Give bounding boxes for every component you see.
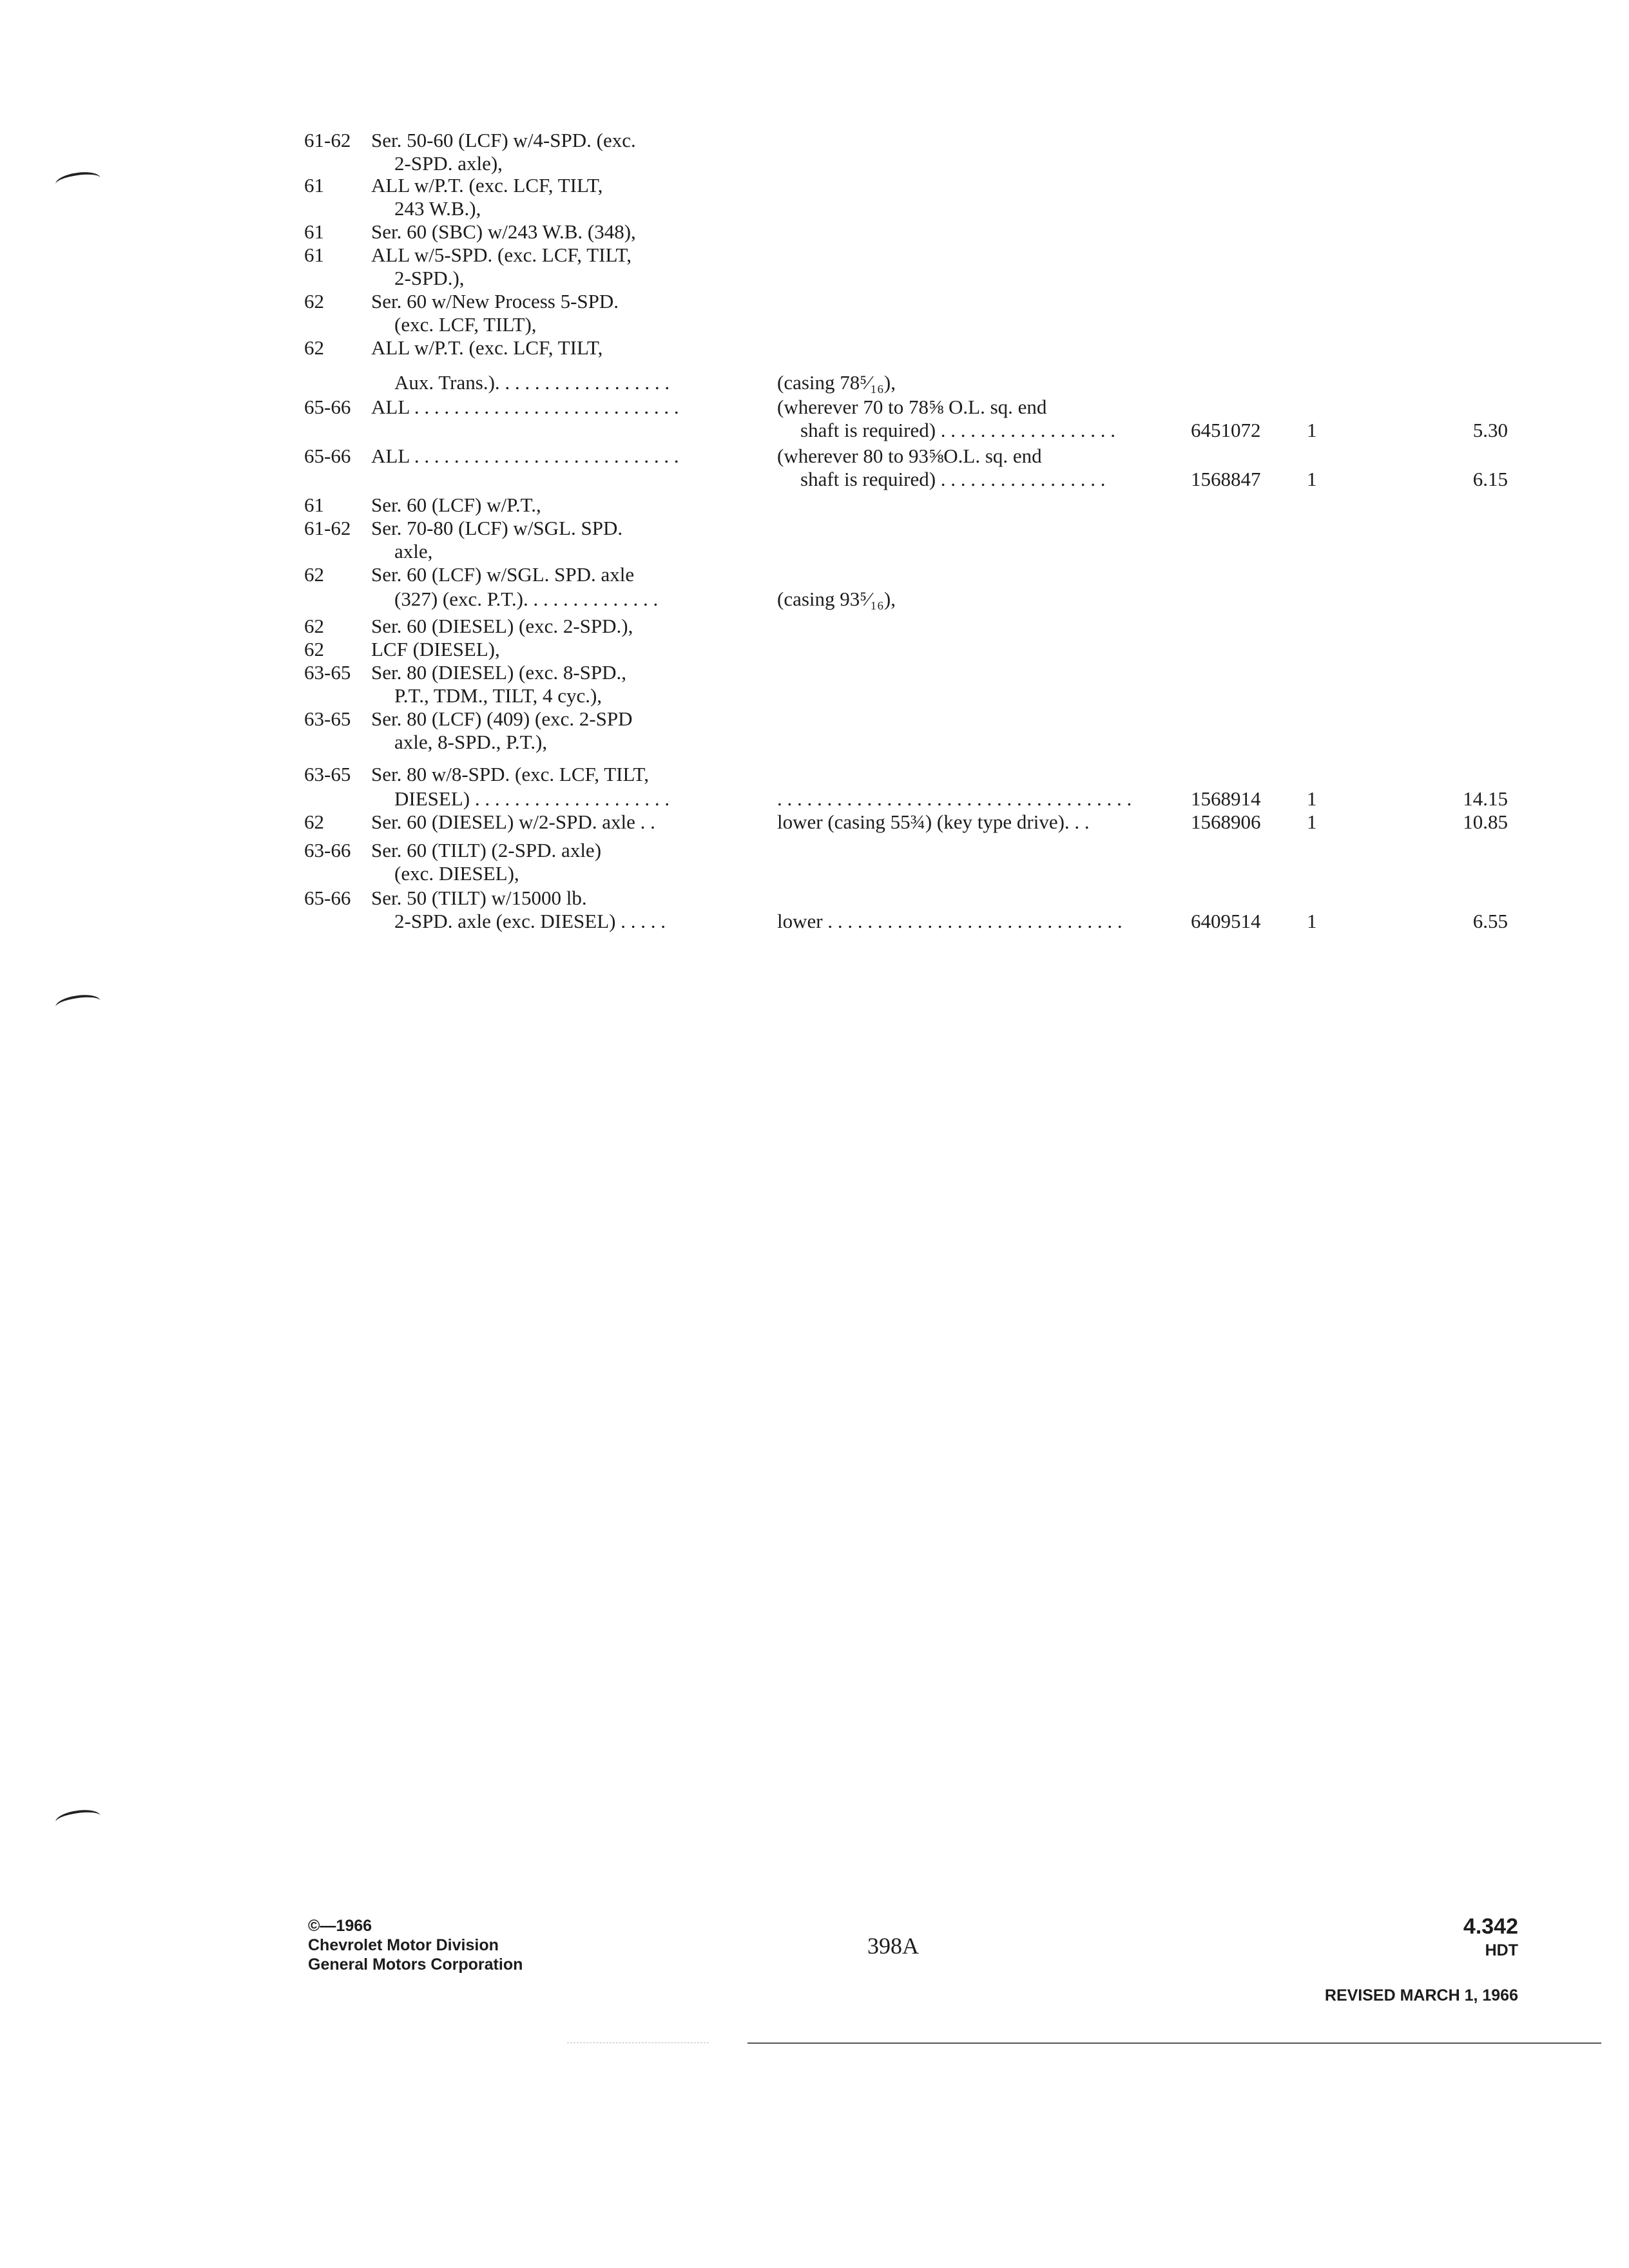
row-desc: P.T., TDM., TILT, 4 cyc.), <box>394 684 602 707</box>
row-qty: 1 <box>1307 419 1317 441</box>
row-year: 65-66 <box>304 887 351 909</box>
row-note: (wherever 70 to 78⅝ O.L. sq. end <box>777 396 1047 418</box>
bottom-rule-faint <box>567 2042 709 2043</box>
row-price: 6.55 <box>1472 910 1508 932</box>
row-desc: Ser. 80 w/8-SPD. (exc. LCF, TILT, <box>371 763 649 785</box>
bottom-rule <box>747 2042 1601 2044</box>
row-note: . . . . . . . . . . . . . . . . . . . . . . . . . . . . . . . . . . . . <box>777 787 1132 810</box>
row-note: shaft is required) . . . . . . . . . . . . . . . . . <box>800 468 1106 490</box>
division-line: Chevrolet Motor Division <box>308 1936 499 1954</box>
row-desc: DIESEL) . . . . . . . . . . . . . . . . . . . . <box>394 787 670 810</box>
row-desc: ALL w/P.T. (exc. LCF, TILT, <box>371 336 603 359</box>
row-year: 65-66 <box>304 445 351 467</box>
row-desc: Ser. 60 (SBC) w/243 W.B. (348), <box>371 220 636 243</box>
row-year: 63-65 <box>304 707 351 730</box>
row-desc: 2-SPD. axle), <box>394 152 503 175</box>
row-desc: Ser. 80 (LCF) (409) (exc. 2-SPD <box>371 707 633 730</box>
row-year: 61 <box>304 220 324 243</box>
row-year: 62 <box>304 615 324 637</box>
row-year: 65-66 <box>304 396 351 418</box>
copyright-line: ©—1966 <box>308 1917 372 1935</box>
revised-date: REVISED MARCH 1, 1966 <box>1324 1986 1518 2004</box>
section-number: 4.342 <box>1463 1914 1518 1939</box>
row-desc: axle, <box>394 540 433 562</box>
row-part: 1568847 <box>1191 468 1261 490</box>
page-number: 398A <box>867 1933 919 1959</box>
binder-hole-mark <box>55 992 102 1015</box>
row-desc: 2-SPD. axle (exc. DIESEL) . . . . . <box>394 910 666 932</box>
row-qty: 1 <box>1307 468 1317 490</box>
row-year: 61 <box>304 494 324 516</box>
row-desc: ALL . . . . . . . . . . . . . . . . . . . . . . . . . . . <box>371 396 679 418</box>
section-code: HDT <box>1485 1941 1518 1959</box>
row-desc: Aux. Trans.). . . . . . . . . . . . . . . . . . <box>394 371 670 394</box>
row-desc: ALL w/P.T. (exc. LCF, TILT, <box>371 174 603 197</box>
row-note: lower (casing 55¾) (key type drive). . . <box>777 811 1090 833</box>
row-desc: axle, 8-SPD., P.T.), <box>394 731 548 753</box>
row-desc: Ser. 50 (TILT) w/15000 lb. <box>371 887 587 909</box>
corporation-line: General Motors Corporation <box>308 1956 523 1974</box>
row-desc: Ser. 60 w/New Process 5-SPD. <box>371 290 619 312</box>
row-year: 61-62 <box>304 129 351 151</box>
row-desc: Ser. 60 (LCF) w/P.T., <box>371 494 541 516</box>
row-note: (wherever 80 to 93⅝O.L. sq. end <box>777 445 1042 467</box>
row-desc: Ser. 80 (DIESEL) (exc. 8-SPD., <box>371 661 627 684</box>
row-year: 63-66 <box>304 839 351 861</box>
row-desc: 2-SPD.), <box>394 267 465 289</box>
row-qty: 1 <box>1307 811 1317 833</box>
row-desc: ALL w/5-SPD. (exc. LCF, TILT, <box>371 244 631 266</box>
row-price: 5.30 <box>1472 419 1508 441</box>
row-desc: Ser. 60 (LCF) w/SGL. SPD. axle <box>371 563 635 586</box>
row-price: 14.15 <box>1463 787 1508 810</box>
row-desc: (exc. DIESEL), <box>394 862 519 885</box>
row-desc: Ser. 50-60 (LCF) w/4-SPD. (exc. <box>371 129 636 151</box>
row-year: 62 <box>304 638 324 660</box>
row-desc: 243 W.B.), <box>394 197 481 220</box>
row-year: 62 <box>304 563 324 586</box>
row-note: shaft is required) . . . . . . . . . . . . . . . . . . <box>800 419 1116 441</box>
row-year: 61 <box>304 174 324 197</box>
row-desc: Ser. 60 (TILT) (2-SPD. axle) <box>371 839 602 861</box>
row-desc: LCF (DIESEL), <box>371 638 500 660</box>
binder-hole-mark <box>55 169 102 192</box>
row-note: lower . . . . . . . . . . . . . . . . . . . . . . . . . . . . . . <box>777 910 1123 932</box>
row-desc: Ser. 70-80 (LCF) w/SGL. SPD. <box>371 517 623 539</box>
row-year: 62 <box>304 336 324 359</box>
row-year: 63-65 <box>304 763 351 785</box>
row-desc: ALL . . . . . . . . . . . . . . . . . . . . . . . . . . . <box>371 445 679 467</box>
row-year: 62 <box>304 811 324 833</box>
row-price: 10.85 <box>1463 811 1508 833</box>
row-desc: (exc. LCF, TILT), <box>394 313 537 336</box>
row-part: 1568906 <box>1191 811 1261 833</box>
row-year: 63-65 <box>304 661 351 684</box>
row-qty: 1 <box>1307 910 1317 932</box>
row-note: (casing 93⁵⁄₁₆), <box>777 588 896 610</box>
row-price: 6.15 <box>1472 468 1508 490</box>
row-part: 6451072 <box>1191 419 1261 441</box>
row-part: 6409514 <box>1191 910 1261 932</box>
row-desc: Ser. 60 (DIESEL) w/2-SPD. axle . . <box>371 811 655 833</box>
row-year: 61-62 <box>304 517 351 539</box>
row-desc: (327) (exc. P.T.). . . . . . . . . . . . . . <box>394 588 659 610</box>
row-note: (casing 78⁵⁄₁₆), <box>777 371 896 394</box>
row-year: 61 <box>304 244 324 266</box>
row-part: 1568914 <box>1191 787 1261 810</box>
row-qty: 1 <box>1307 787 1317 810</box>
binder-hole-mark <box>55 1807 102 1830</box>
row-year: 62 <box>304 290 324 312</box>
row-desc: Ser. 60 (DIESEL) (exc. 2-SPD.), <box>371 615 633 637</box>
